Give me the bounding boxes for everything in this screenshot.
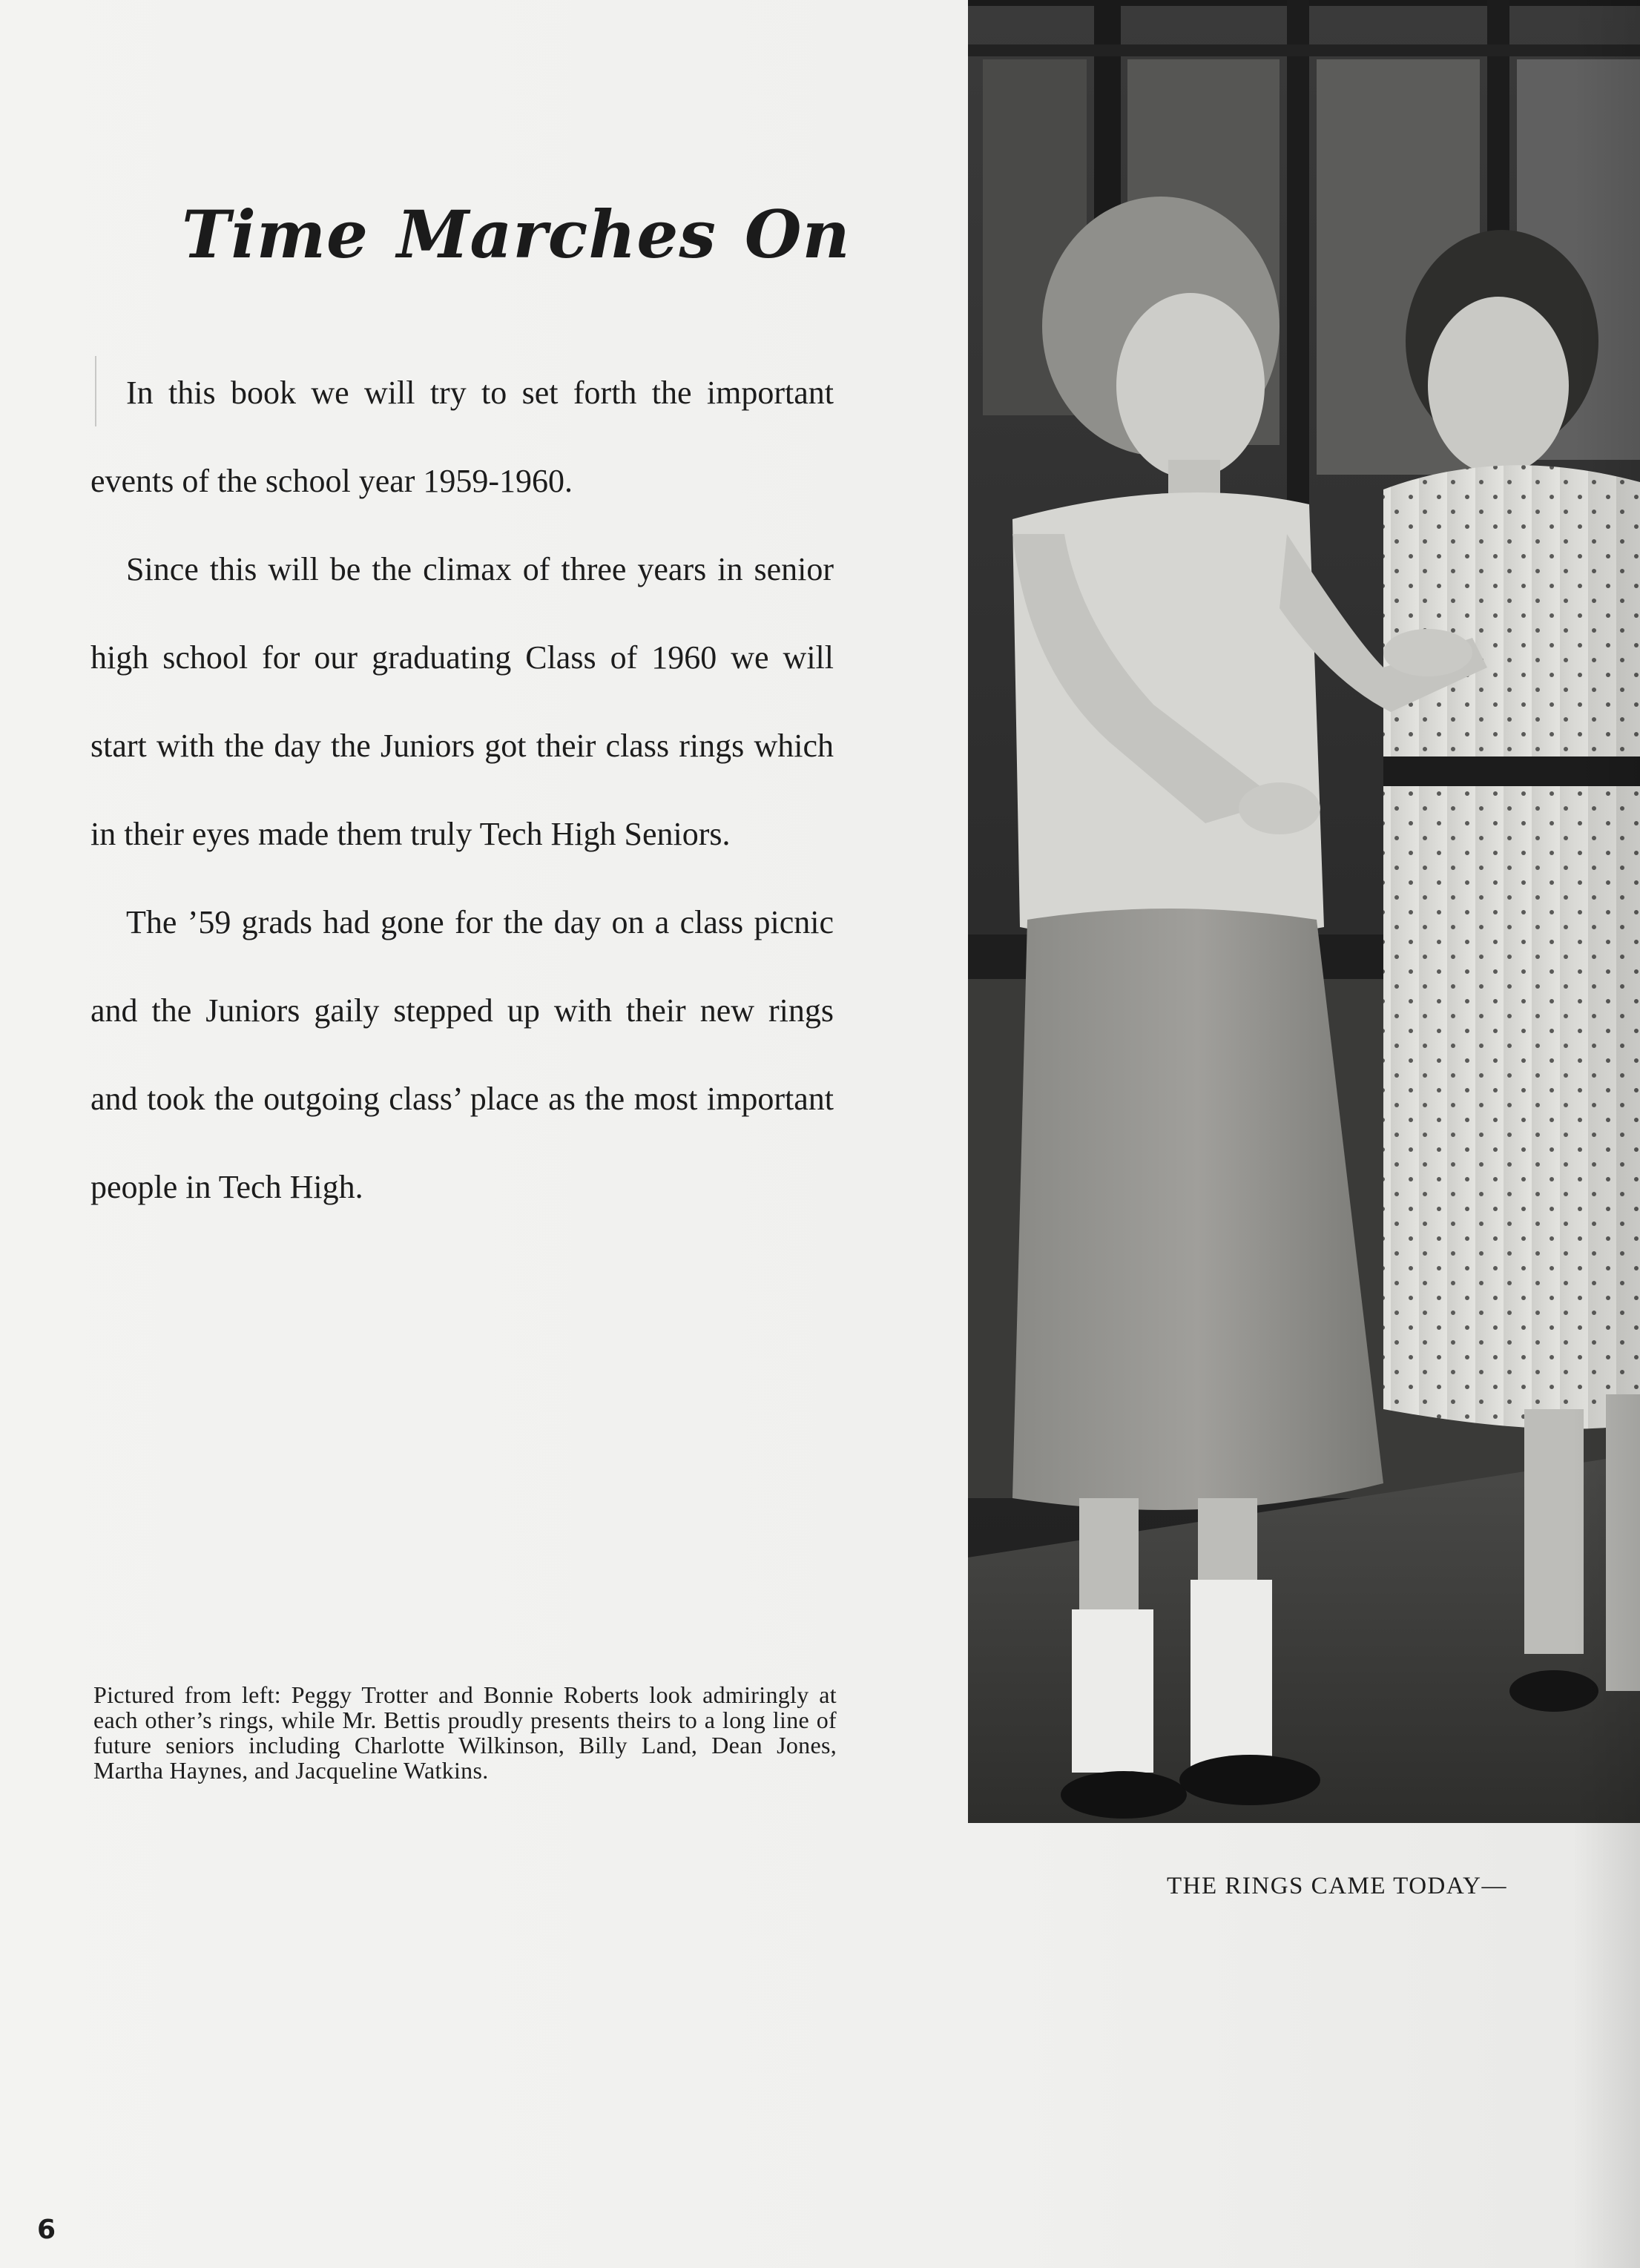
body-text [90,349,834,1231]
photo-description: Pictured from left: Peggy Trotter and Bonnie Roberts look admiringly at each other’s rings, while Mr. Bettis proudly presents theirs to a long line of future seniors including Charlotte Wilkinson, Billy Land, Dean Jones, Martha Haynes, and Jacqueline Watkins. [93,1681,837,1784]
title-word: Time [182,195,369,273]
photograph-illustration [968,0,1640,1823]
paragraph: The ’59 grads had gone for the day on a class picnic and the Juniors gaily stepped up with their new rings and took the outgoing class’ place as the most important people in Tech High. [90,904,834,1205]
paragraph: Since this will be the climax of three years in senior high school for our graduating Class of 1960 we will start with the day the Juniors got their class rings which in their eyes made them truly Tech High Seniors. [90,551,834,852]
title-word: Marches [397,195,717,273]
page-number: 6 [37,2215,56,2245]
title-word: On [744,195,851,273]
page-title [182,195,851,273]
paragraph: In this book we will try to set forth the important events of the school year 1959-1960. [90,375,834,499]
photo-caption: THE RINGS CAME TODAY— [1167,1873,1508,1899]
photograph [968,0,1640,1823]
